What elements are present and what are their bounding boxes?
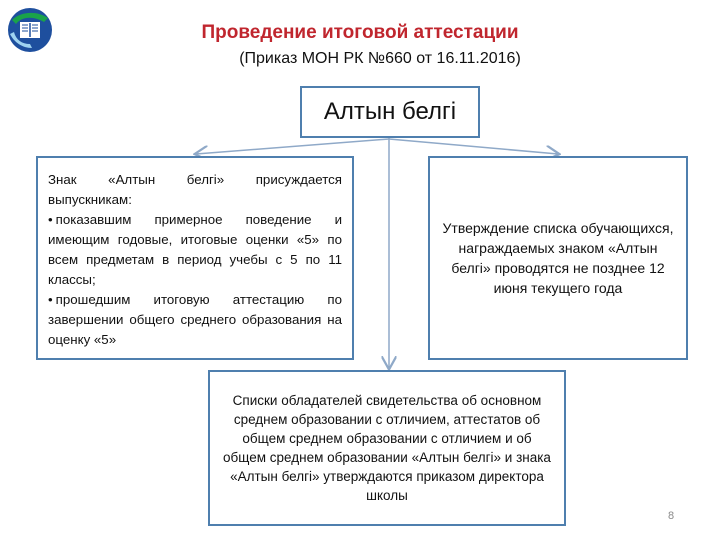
lists-node [208, 370, 566, 526]
criteria-item: • прошедшим итоговую аттестацию по завершении общего среднего образования на оценку «5» [48, 290, 342, 350]
root-node-label: Алтын белгі [323, 98, 457, 125]
connector-right [389, 139, 558, 154]
connector-left [196, 139, 389, 154]
approval-text: Утверждение списка обучающихся, награждаемых знаком «Алтын белгі» проводятся не позднее 12 июня текущего года [442, 220, 674, 296]
page-number: 8 [668, 510, 675, 522]
criteria-item: • показавшим примерное поведение и имеющим годовые, итоговые оценки «5» по всем предметам в период учебы с 5 по 11 классы; [48, 210, 342, 290]
root-node [300, 86, 480, 138]
criteria-intro: Знак «Алтын белгі» присуждается выпускникам: [48, 172, 342, 207]
criteria-list [48, 210, 342, 350]
lists-text: Списки обладателей свидетельства об основном среднем образовании с отличием, аттестатов об общем среднем образовании с отличием и об общем среднем образовании «Алтын белгі» и знака «Алтын белгі» утверждаются приказом директора школы [223, 393, 551, 503]
page-subtitle: (Приказ МОН РК №660 от 16.11.2016) [239, 50, 521, 67]
page-title: Проведение итоговой аттестации [201, 22, 519, 43]
criteria-node [36, 156, 354, 360]
approval-node [428, 156, 688, 360]
